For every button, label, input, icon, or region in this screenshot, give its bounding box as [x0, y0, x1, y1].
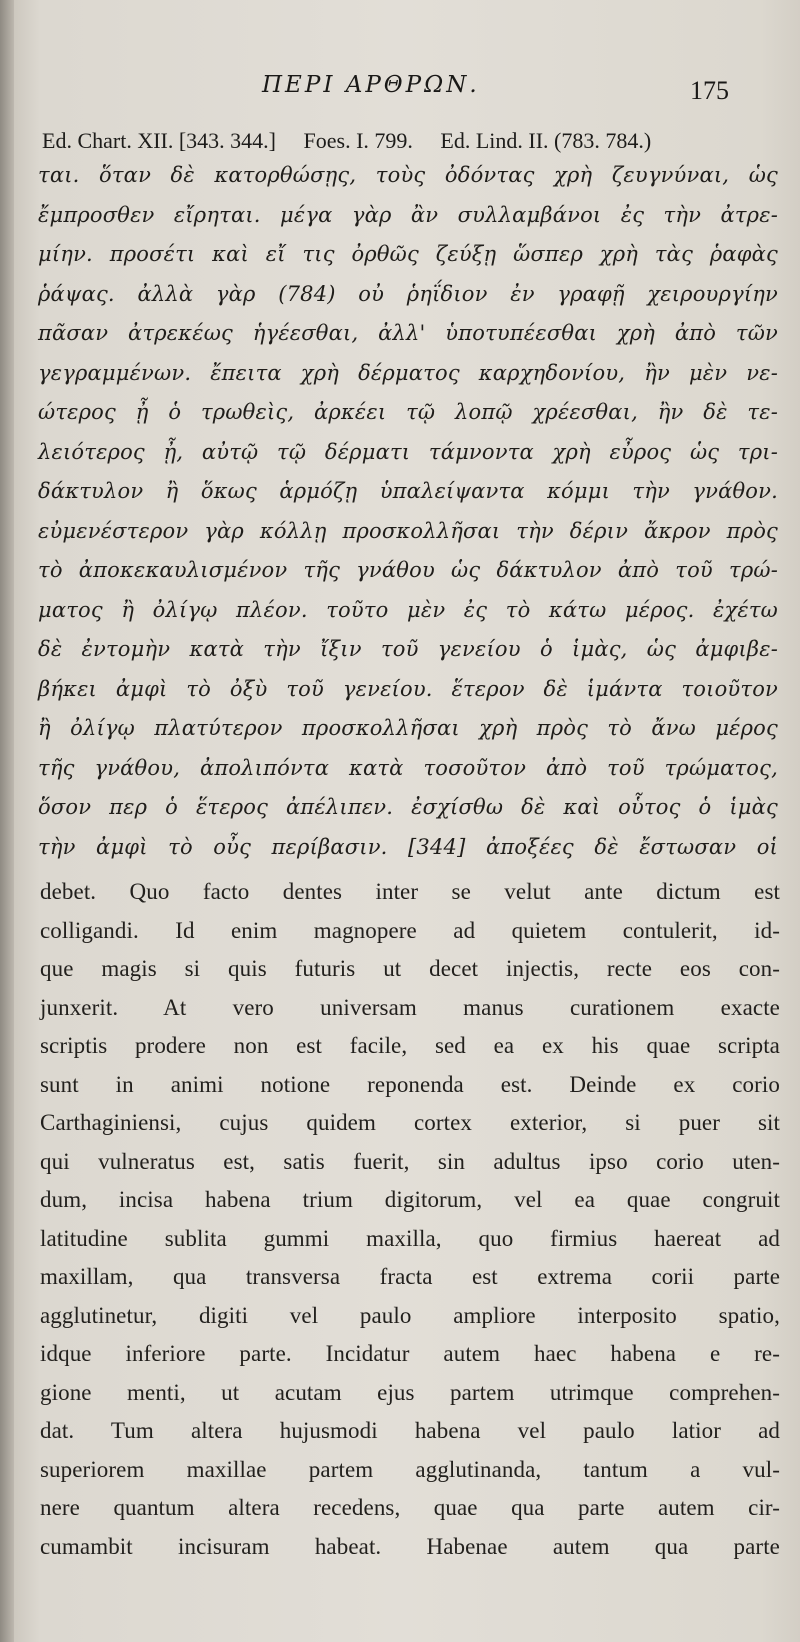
latin-text-line: que magis si quis futuris ut decet injectis, recte eos con- — [40, 956, 780, 981]
greek-text-line: ματος ἢ ὀλίγῳ πλέον. τοῦτο μὲν ἐς τὸ κάτω μέρος. ἐχέτω — [38, 597, 778, 622]
latin-text-line: sunt in animi notione reponenda est. Deinde ex corio — [40, 1071, 780, 1097]
chartier-reference: Ed. Chart. XII. [343. 344.] — [42, 128, 277, 153]
greek-text-line: εὐμενέστερον γὰρ κόλλῃ προσκολλῆσαι τὴν δέριν ἄκρον πρὸς — [38, 518, 778, 543]
greek-text-line: τῆς γνάθου, ἀπολιπόντα κατὰ τοσοῦτον ἀπὸ τοῦ τρώματος, — [38, 755, 778, 780]
latin-text-block — [40, 873, 780, 1566]
foesius-reference: Foes. I. 799. — [303, 128, 413, 153]
greek-text-line: λειότερος ᾖ, αὐτῷ τῷ δέρματι τάμνοντα χρὴ εὖρος ὡς τρι- — [38, 439, 778, 464]
greek-text-line: ῥάψας. ἀλλὰ γὰρ (784) οὐ ῥηΐδιον ἐν γραφῇ χειρουργίην — [38, 281, 778, 306]
latin-text-line: cumambit incisuram habeat. Habenae autem qua parte — [40, 1533, 780, 1559]
latin-text-line: debet. Quo facto dentes inter se velut ante dictum est — [40, 879, 780, 904]
latin-text-line: junxerit. At vero universam manus curationem exacte — [40, 994, 780, 1020]
running-head — [0, 72, 800, 112]
latin-text-line: idque inferiore parte. Incidatur autem haec habena e re- — [40, 1341, 780, 1366]
greek-text-line: δὲ ἐντομὴν κατὰ τὴν ἴξιν τοῦ γενείου ὁ ἱμὰς, ὡς ἀμφιβε- — [38, 637, 778, 661]
greek-text-line: τὸ ἀποκεκαυλισμένον τῆς γνάθου ὡς δάκτυλον ἀπὸ τοῦ τρώ- — [38, 558, 778, 582]
page-title: ΠΕΡΙ ΑΡΘΡΩΝ. — [262, 72, 480, 98]
latin-text-line: dum, incisa habena trium digitorum, vel ea quae congruit — [40, 1187, 780, 1212]
greek-text-line: μίην. προσέτι καὶ εἴ τις ὀρθῶς ζεύξῃ ὥσπερ χρὴ τὰς ῥαφὰς — [38, 242, 778, 266]
latin-text-line: Carthaginiensi, cujus quidem cortex exterior, si puer sit — [40, 1110, 780, 1135]
latin-text-line: dat. Tum altera hujusmodi habena vel paulo latior ad — [40, 1418, 780, 1443]
greek-text-line: τὴν ἀμφὶ τὸ οὖς περίβασιν. [344] ἀποξέες δὲ ἔστωσαν οἱ — [38, 834, 778, 859]
latin-text-line: maxillam, qua transversa fracta est extrema corii parte — [40, 1264, 780, 1289]
latin-text-line: agglutinetur, digiti vel paulo ampliore interposito spatio, — [40, 1302, 780, 1328]
greek-text-line: βήκει ἀμφὶ τὸ ὀξὺ τοῦ γενείου. ἕτερον δὲ ἱμάντα τοιοῦτον — [38, 676, 778, 701]
greek-text-line: γεγραμμένων. ἔπειτα χρὴ δέρματος καρχηδονίου, ἢν μὲν νε- — [38, 360, 778, 385]
greek-text-line: ἔμπροσθεν εἴρηται. μέγα γὰρ ἂν συλλαμβάνοι ἐς τὴν ἀτρε- — [38, 202, 778, 227]
latin-text-line: scriptis prodere non est facile, sed ea ex his quae scripta — [40, 1033, 780, 1058]
greek-text-line: ἢ ὀλίγῳ πλατύτερον προσκολλῆσαι χρὴ πρὸς τὸ ἄνω μέρος — [38, 716, 778, 740]
greek-text-line: ώτερος ᾖ ὁ τρωθεὶς, ἀρκέει τῷ λοπῷ χρέεσθαι, ἢν δὲ τε- — [38, 400, 778, 424]
latin-text-line: gione menti, ut acutam ejus partem utrimque comprehen- — [40, 1379, 780, 1405]
latin-text-line: latitudine sublita gummi maxilla, quo firmius haereat ad — [40, 1225, 780, 1251]
greek-text-line: ὅσον περ ὁ ἕτερος ἀπέλιπεν. ἐσχίσθω δὲ καὶ οὗτος ὁ ἱμὰς — [38, 795, 778, 819]
latin-text-line: superiorem maxillae partem agglutinanda, tantum a vul- — [40, 1456, 780, 1482]
lind-reference: Ed. Lind. II. (783. 784.) — [440, 128, 652, 153]
latin-text-line: nere quantum altera recedens, quae qua parte autem cir- — [40, 1495, 780, 1520]
edition-references — [42, 128, 772, 154]
greek-text-line: πᾶσαν ἀτρεκέως ἡγέεσθαι, ἀλλ' ὑποτυπέεσθαι χρὴ ἀπὸ τῶν — [38, 321, 778, 345]
greek-text-block — [38, 156, 778, 867]
latin-text-line: colligandi. Id enim magnopere ad quietem contulerit, id- — [40, 917, 780, 943]
page-number: 175 — [690, 76, 729, 105]
greek-text-line: δάκτυλον ἢ ὅκως ἁρμόζῃ ὑπαλείψαντα κόμμι τὴν γνάθον. — [38, 479, 778, 503]
greek-text-line: ται. ὅταν δὲ κατορθώσῃς, τοὺς ὀδόντας χρὴ ζευγνύναι, ὡς — [38, 163, 778, 187]
latin-text-line: qui vulneratus est, satis fuerit, sin adultus ipso corio uten- — [40, 1148, 780, 1174]
